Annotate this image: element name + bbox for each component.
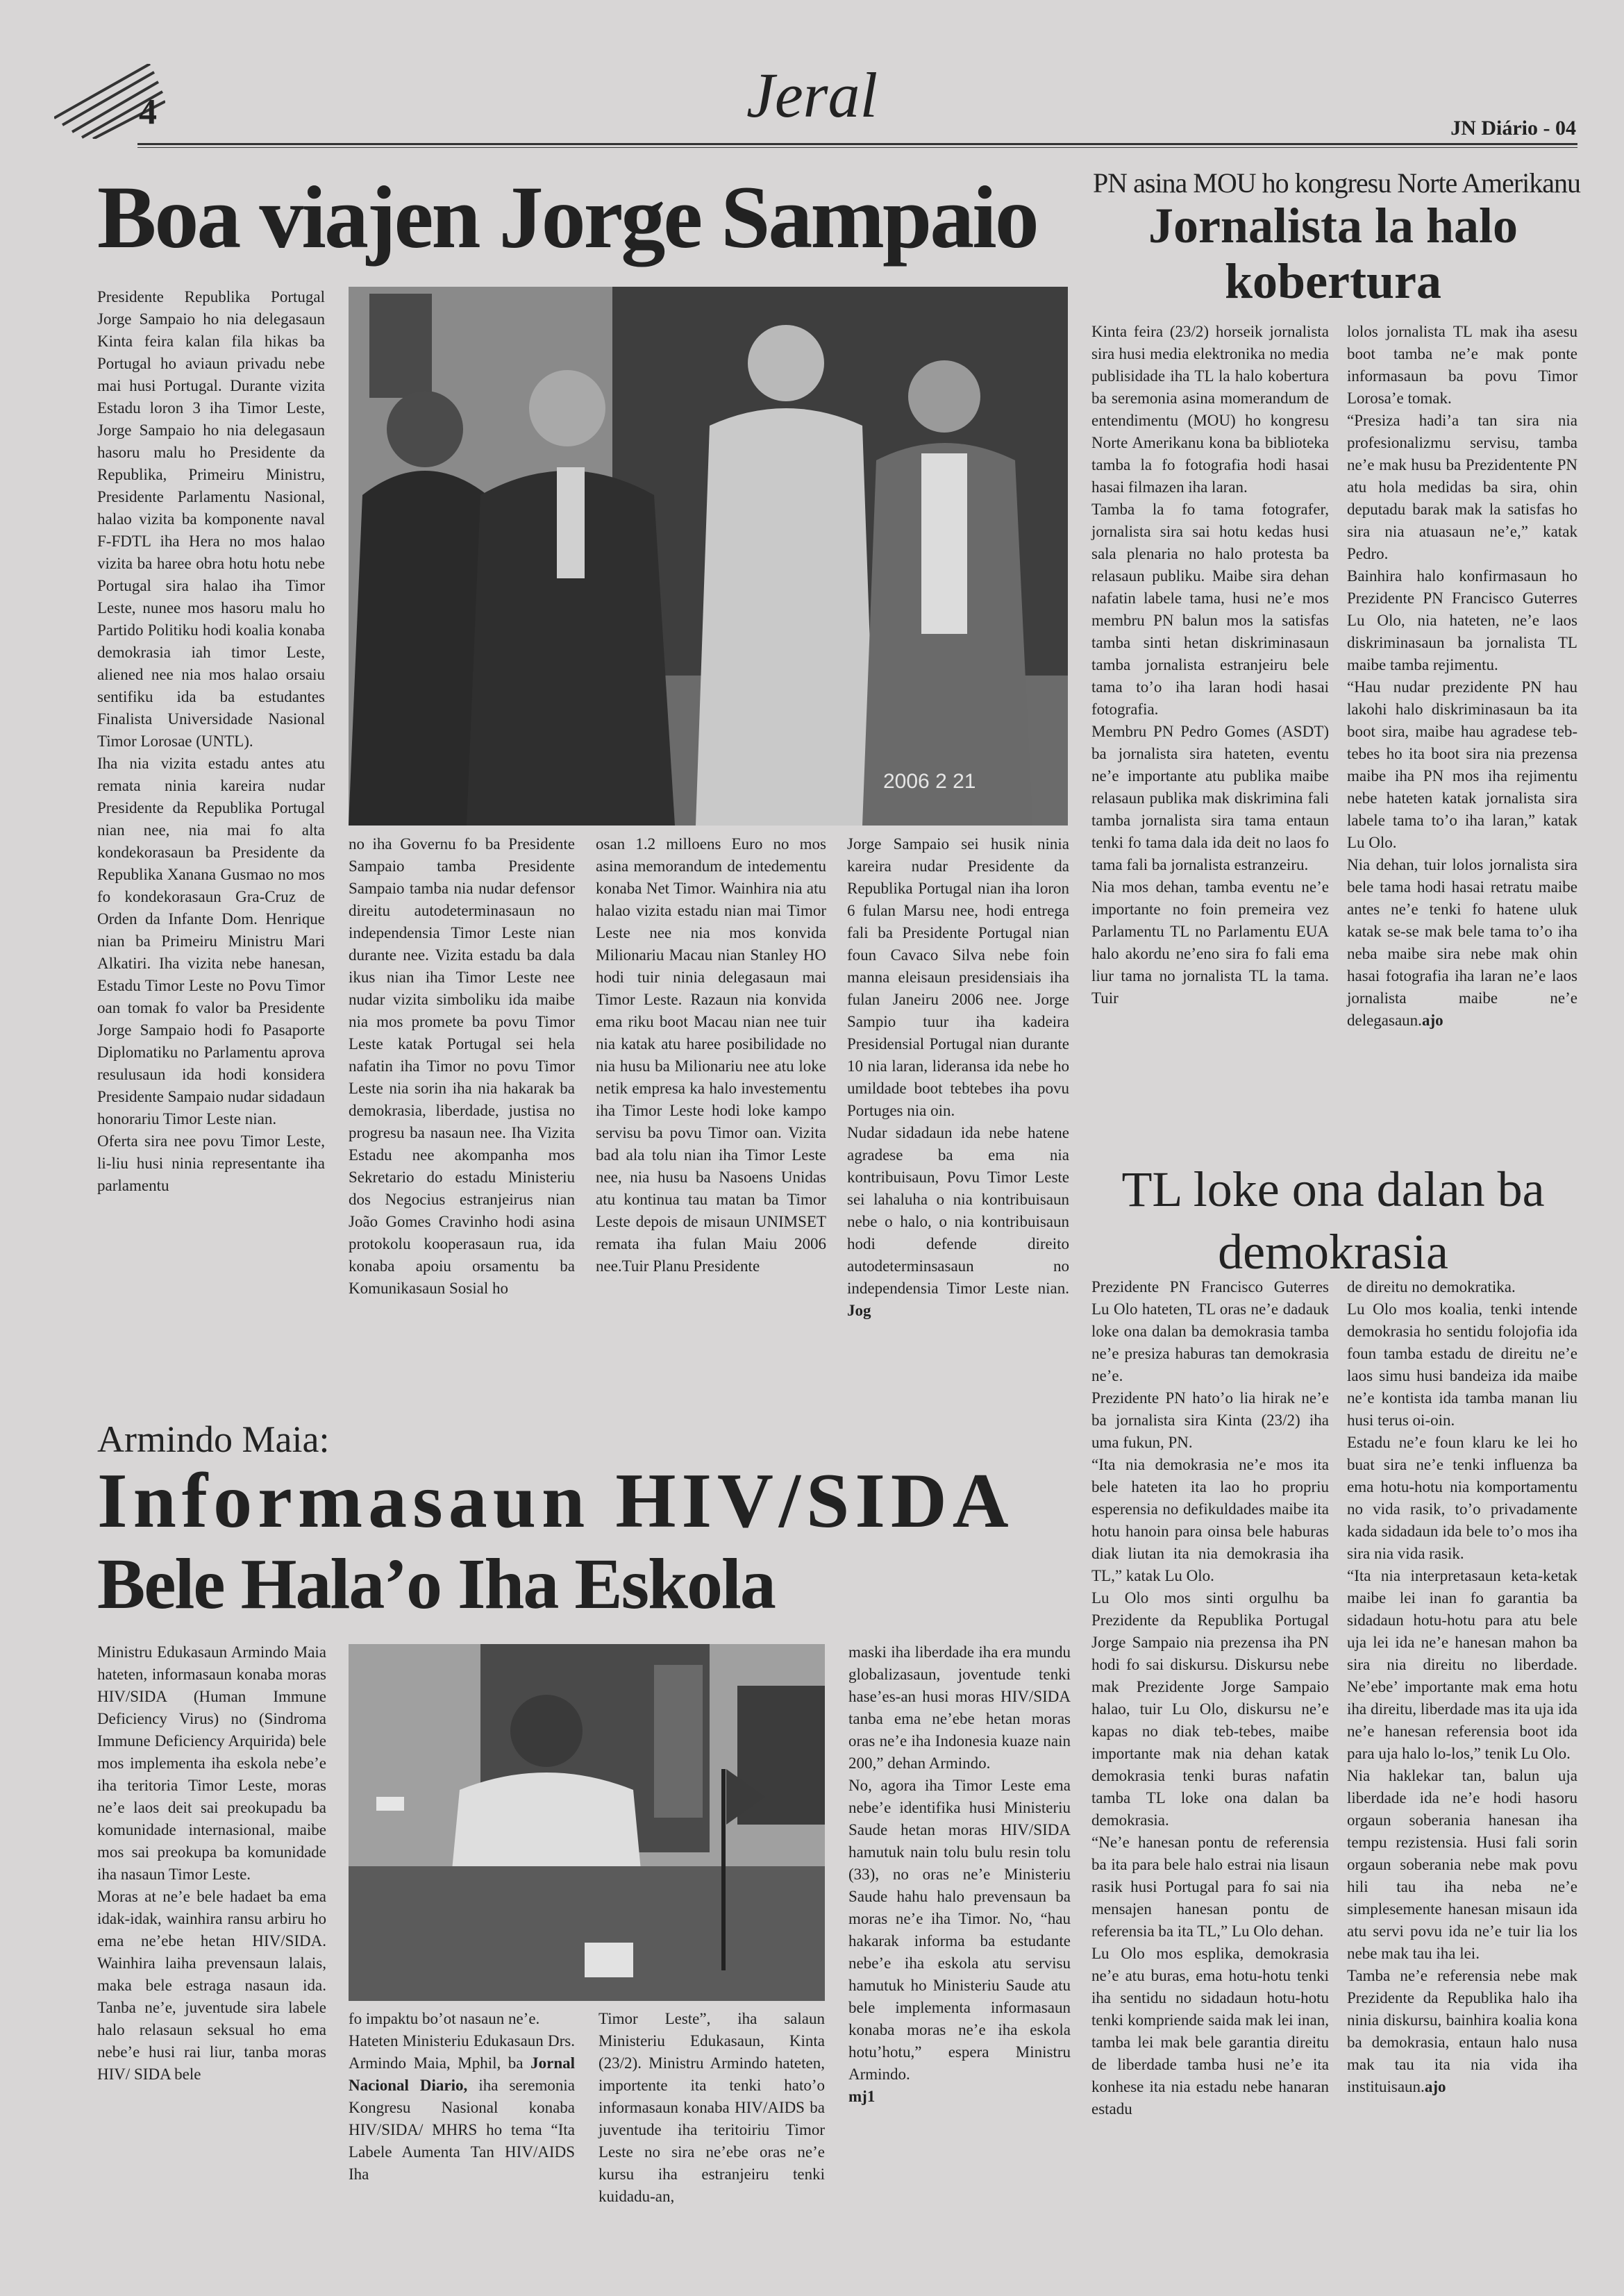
- article-headline-line2: Bele Hala’o Iha Eskola: [97, 1544, 775, 1624]
- minister-photo-image: [349, 1644, 825, 2001]
- paragraph: Tamba ne’e referensia nebe mak Prezidente da Republika halo iha ninia diskursu, bainhira koalia kona ba demokrasia, entaun halo nusa mak tau ita nia vida iha instituisaun.ajo: [1347, 1967, 1577, 2095]
- group-photo-image: [349, 287, 1068, 826]
- paragraph: osan 1.2 milloens Euro no mos asina memorandum de intedementu konaba Net Timor. Wainhira nia atu halao vizita estadu nian mai Timor Leste nee nia mos konvida Milionariu Macau nian Stanley HO hodi tuir ninia delegasaun mai Timor Leste. Razaun nia konvida ema riku boot Macau nian nee tuir nia katak atu haree posibilidade no nia husu ba Milionariu nee atu loke netik empresa ka halo investementu iha Timor Leste hodi loke kampo servisu ba povu Timor oan. Vizita bad ala tolu nian iha Timor Leste nee, nia husu ba Nasoens Unidas atu kontinua tau matan ba Timor Leste depois de misaun UNIMSET remata iha fulan Maiu 2006 nee.Tuir Planu Presidente: [596, 835, 826, 1275]
- paragraph: “Ita nia demokrasia ne’e mos ita bele hateten ita lao ho propriu esperensia no defikuldades maibe ita hotu hanoin para oinsa bele haburas diak liutan ita nia demokrasia iha TL,” katak Lu Olo.: [1091, 1456, 1329, 1584]
- paragraph: Timor Leste”, iha salaun Ministeriu Edukasaun, Kinta (23/2). Ministru Armindo hateten, importente ita tenki hato’o informasaun konaba HIV/AIDS ba juventude iha teritoiriu Timor Leste no sira ne’ebe oras ne’e kursu iha estranjeiru tenki kuidadu-an,: [598, 2010, 825, 2205]
- article-headline: Jornalista la halo kobertura: [1148, 198, 1518, 309]
- section-title: Jeral: [746, 60, 878, 131]
- article-column-3: [596, 833, 826, 1277]
- paragraph: Moras at ne’e bele hadaet ba ema idak-idak, wainhira ransu arbiru ho ema ne’ebe hetan HIV/SIDA. Wainhira laiha prevensaun lalais, maka bele estraga nasaun ida. Tanba ne’e, juventude sira labele halo relasaun seksual ho ema nebe’e husi rai liur, tanba moras HIV/ SIDA bele: [97, 1888, 326, 2083]
- paragraph: maski iha liberdade iha era mundu globalizasaun, joventude tenki hase’es-an husi moras HIV/SIDA tanba ema ne’ebe hetan moras oras ne’e iha Indonesia kuaze nain 200,” dehan Armindo.: [848, 1643, 1071, 1772]
- paragraph: “Hau nudar prezidente PN hau lakohi halo diskriminasaun ba ita boot sira, maibe hau agradese teb-tebes ho ita boot sira nia prezensa maibe iha PN mos iha rejimentu nebe hateten katak jornalista sira labele tama to’o iha laran,” katak Lu Olo.: [1347, 678, 1577, 851]
- paragraph: Hateten Ministeriu Edukasaun Drs. Armindo Maia, Mphil, ba Jornal Nacional Diario, iha seremonia Kongresu Nasional konaba HIV/SIDA/ MHRS ho tema “Ita Labele Aumenta Tan HIV/AIDS Iha: [349, 2032, 576, 2183]
- article-column-1: [97, 286, 325, 1197]
- paragraph: Nia haklekar tan, balun uja liberdade ida ne’e hodi hasoru orgaun soberania hanesan iha tempu rezistensia. Husi fali sorin orgaun soberania nebe mak povu hili tau iha neba ne’e simplesemente hanesan misaun ida atu servi povu ida ne’e tuir lia los nebe mak tau iha lei.: [1347, 1767, 1577, 1962]
- issue-label: JN Diário - 04: [1450, 117, 1576, 140]
- article-column-1: [97, 1641, 326, 2086]
- paragraph: Ministru Edukasaun Armindo Maia hateten, informasaun konaba moras HIV/SIDA (Human Immune Deficiency Virus) no (Sindroma Immune Deficiency Arquirida) bele mos implementa iha eskola nebe’e iha teritoria Timor Leste, moras ne’e laos deit sai preokupadu ba komunidade internasional, maibe mos sai preokupa ba komunidade iha nasaun Timor Leste.: [97, 1643, 326, 1883]
- article-column-1: [1091, 1276, 1329, 2120]
- article-column-2: [1347, 321, 1577, 1032]
- photo-date-stamp: 2006 2 21: [883, 770, 976, 793]
- byline: ajo: [1421, 1012, 1443, 1029]
- header-rule: [137, 143, 1577, 145]
- paragraph: Membru PN Pedro Gomes (ASDT) ba jornalista sira hateten, eventu ne’e importante atu publika maibe relasaun publika mak diskrimina fali tamba jornalista sira tama entaun tenki fo tama dala ida deit no laos fo tama fali ba jornalista estranzeiru.: [1091, 723, 1329, 873]
- article-kicker: PN asina MOU ho kongresu Norte Amerikanu: [1092, 167, 1581, 199]
- paragraph: Prezidente PN Francisco Guterres Lu Olo hateten, TL oras ne’e dadauk loke ona dalan ba demokrasia tamba ne’e presiza haburas tan demokrasia ne’e.: [1091, 1278, 1329, 1384]
- article-headline: Informasaun HIV/SIDA: [97, 1458, 1014, 1544]
- photo-sampaio-group: [349, 287, 1068, 826]
- paragraph: Lu Olo mos sinti orgulhu ba Prezidente da Republika Portugal Jorge Sampaio nia prezensa iha PN hodi fo sai diskursu. Diskursu nebe mak Prezidente Jorge Sampaio halao, tuir Lu Olo, diskursu ne’e kapas no diak teb-tebes, maibe importante mak nia dehan katak demokrasia tenki buras nafatin tamba TL loke ona dalan ba demokrasia.: [1091, 1589, 1329, 1829]
- paragraph: Nia mos dehan, tamba eventu ne’e importante no foin premeira vez Parlamentu TL no Parlamentu EUA halo akordu ne’eno sira fo fali ema liur tama no jornalista TL la tama. Tuir: [1091, 878, 1329, 1007]
- paragraph: Jorge Sampaio sei husik ninia kareira nudar Presidente da Republika Portugal nian iha loron 6 fulan Marsu nee, hodi entrega fali ba Presidente Portugal nian foun Cavaco Silva nebe foin manna eleisaun presidensiais iha fulan Janeiru 2006 nee. Jorge Sampio tuur iha kadeira Presidensial Portugal nian durante 10 nia laran, lideransa ida nebe ho umildade boot tebtebes iha povu Portuges nia oin.: [847, 835, 1069, 1119]
- photo-armindo-maia: [349, 1644, 825, 2001]
- header-rule-thin: [137, 147, 1577, 148]
- paragraph: Oferta sira nee povu Timor Leste, li-liu husi ninia representante iha parlamentu: [97, 1132, 325, 1194]
- paragraph: no iha Governu fo ba Presidente Sampaio tamba Presidente Sampaio tamba nia nudar defensor direitu autodeterminasaun no independensia Timor Leste nian durante nee. Vizita estadu ba dala ikus nian iha Timor Leste nee nudar vizita simboliku ida maibe nia mos promete ba povu Timor Leste katak Portugal sei hela nafatin iha Timor no povu Timor Leste nia sorin iha nia hakarak ba demokrasia, liberdade, justisa no progresu ba nasaun nee. Iha Vizita Estadu nee akompanha mos Sekretario do estadu Ministeriu dos Negocius estranjeirus nian João Gomes Cravinho hodi asina protokolu kooperasaun rua, ida konaba apoiu orsamentu ba Komunikasaun Sosial ho: [349, 835, 575, 1297]
- paragraph: Nia dehan, tuir lolos jornalista sira bele tama hodi hasai retratu maibe antes ne’e tenki fo hatene uluk katak se-se mak bele tama to’o iha neba maibe sira nebe mak ohin hasai fotografia iha laran ne’e laos jornalista maibe ne’e delegasaun.ajo: [1347, 856, 1577, 1029]
- paragraph: Iha nia vizita estadu antes atu remata ninia kareira nudar Presidente da Republika Portugal nian nee, nia mai fo alta kondekorasaun ba Presidente da Republika Xanana Gusmao no mos fo kondekorasaun Gra-Cruz de Orden da Infante Dom. Henrique nian ba Primeiru Ministru Mari Alkatiri. Iha vizita nebe hanesan, Estadu Timor Leste no Povu Timor oan tomak fo valor ba Presidente Jorge Sampaio hodi fo Pasaporte Diplomatiku no Parlamentu aprova resulusaun ida hodi konsidera Presidente Sampaio nudar sidadaun honorariu Timor Leste nian.: [97, 755, 325, 1128]
- byline: ajo: [1424, 2078, 1446, 2095]
- article-column-3: [598, 2008, 825, 2208]
- article-headline: TL loke ona dalan ba demokrasia: [1121, 1162, 1545, 1280]
- paragraph: “Presiza hadi’a tan sira nia profesionalizmu servisu, tamba ne’e mak husu ba Prezidentente PN atu hola medidas ba sira, ohin deputadu barak mak la satisfas ho sira nia atuasaun ne’e,” katak Pedro.: [1347, 412, 1577, 562]
- paragraph: Prezidente PN hato’o lia hirak ne’e ba jornalista sira Kinta (23/2) iha uma fukun, PN.: [1091, 1389, 1329, 1451]
- paragraph: de direitu no demokratika.: [1347, 1278, 1516, 1296]
- article-headline: Boa viajen Jorge Sampaio: [97, 168, 1037, 267]
- paragraph: Tamba la fo tama fotografer, jornalista sira sai hotu kedas husi sala plenaria no halo protesta ba relasaun publiku. Maibe sira dehan nafatin labele tama, husi ne’e mos membru PN balun mos la satisfas tamba sinti hetan diskriminasaun tamba jornalista estranjeiru bele tama to’o iha laran hodi hasai fotografia.: [1091, 501, 1329, 718]
- paragraph: Estadu ne’e foun klaru ke lei ho buat sira ne’e tenki influenza ba ema hotu-hotu nia komportamentu no vida rasik, to’o privadamente kada sidadaun ida bele to’o mos iha sira nia vida rasik.: [1347, 1434, 1577, 1562]
- paragraph: Bainhira halo konfirmasaun ho Prezidente PN Francisco Guterres Lu Olo, nia hateten, ne’e laos diskriminasaun ba jornalista TL maibe tamba rejimentu.: [1347, 567, 1577, 673]
- paragraph: Lu Olo mos esplika, demokrasia ne’e atu buras, ema hotu-hotu tenki iha sentidu no sidadaun hotu-hotu tenki kompriende saida mak lei inan, tamba lei mak bele garantia direitu de liberdade tamba husi ne’e ita konhese ita nia estadu nebe hanaran estadu: [1091, 1945, 1329, 2118]
- article-column-2: [349, 833, 575, 1300]
- paragraph: fo impaktu bo’ot nasaun ne’e.: [349, 2010, 540, 2027]
- article-column-4: [847, 833, 1069, 1322]
- article-column-2: [349, 2008, 575, 2186]
- paragraph: “Ita nia interpretasaun keta-ketak maibe lei inan fo garantia ba sidadaun hotu-hotu para atu bele uja lei ida ne’e hanesan mahon ba sira nia direitu no liberdade. Ne’ebe’ importante mak ema hotu iha direitu, liberdade mas ita uja ida ne’e hanesan referensia boot ida para uja halo lo-los,” tenik Lu Olo.: [1347, 1567, 1577, 1762]
- byline: Jog: [847, 1302, 871, 1319]
- paragraph: Kinta feira (23/2) horseik jornalista sira husi media elektronika no media publisidade iha TL la halo kobertura ba seremonia asina momerandum de entendimentu (MOU) ho kongresu Norte Amerikanu kona ba biblioteka tamba la fo fotografia hodi hasai hasai filmazen iha laran.: [1091, 323, 1329, 496]
- paragraph: lolos jornalista TL mak iha asesu boot tamba ne’e mak ponte informasaun ba povu Timor Lorosa’e tomak.: [1347, 323, 1577, 407]
- byline: mj1: [848, 2088, 876, 2105]
- paragraph: No, agora iha Timor Leste ema nebe’e identifika husi Ministeriu Saude hetan moras HIV/SIDA hamutuk nain tolu bulu resin tolu (33), no oras ne’e Ministeriu Saude hahu halo prevensaun ba moras ne’e iha Timor. No, “hau hakarak informa ba estudante nebe’e iha eskola atu servisu hamutuk ho Ministeriu Saude atu bele implementa informasaun konaba moras ne’e iha eskola hotu’hotu,” espera Ministru Armindo.: [848, 1777, 1071, 2083]
- article-column-2: [1347, 1276, 1577, 2098]
- paragraph: “Ne’e hanesan pontu de referensia ba ita para bele halo estrai nia lisaun rasik husi Portugal para fo sai nia mensajen hanesan pontu de referensia ba ita TL,” Lu Olo dehan.: [1091, 1834, 1329, 1940]
- paragraph: [848, 2086, 1071, 2108]
- paragraph: Presidente Republika Portugal Jorge Sampaio ho nia delegasaun Kinta feira kalan fila hikas ba Portugal ho aviaun privadu nebe mai husi Portugal. Durante vizita Estadu loron 3 iha Timor Leste, Jorge Sampaio ho nia delegasaun hasoru malu ho Presidente da Republika, Primeiru Ministru, Presidente Parlamentu Nasional, halao vizita ba komponente naval F-FDTL iha Hera no mos halao vizita ba haree obra hotu hotu nebe Portugal sira halao iha Timor Leste, nunee mos hasoru malu ho Partido Politiku hodi koalia konaba demokrasia iah timor Leste, aliened nee nia mos halao orsaiu sentifiku ida ba estudantes Finalista Universidade Nasional Timor Lorosae (UNTL).: [97, 288, 325, 750]
- paragraph: Lu Olo mos koalia, tenki intende demokrasia ho sentidu folojofia ida foun tamba estadu de direitu ne’e laos simu husi bandeiza ida maibe ne’e kontista ida tamba manan liu husi terus oi-oin.: [1347, 1300, 1577, 1429]
- article-column-1: [1091, 321, 1329, 1009]
- paragraph: Nudar sidadaun ida nebe hatene agradese ba ema nia kontribuisaun, Povu Timor Leste sei lahaluha o nia kontribuisaun nebe o halo, o nia kontribuisaun hodi defende direito autodeterminsasaun no independensia Timor Leste nian. Jog: [847, 1124, 1069, 1319]
- article-column-4: [848, 1641, 1071, 2108]
- page-number: 4: [139, 92, 157, 132]
- article-kicker: Armindo Maia:: [97, 1418, 330, 1460]
